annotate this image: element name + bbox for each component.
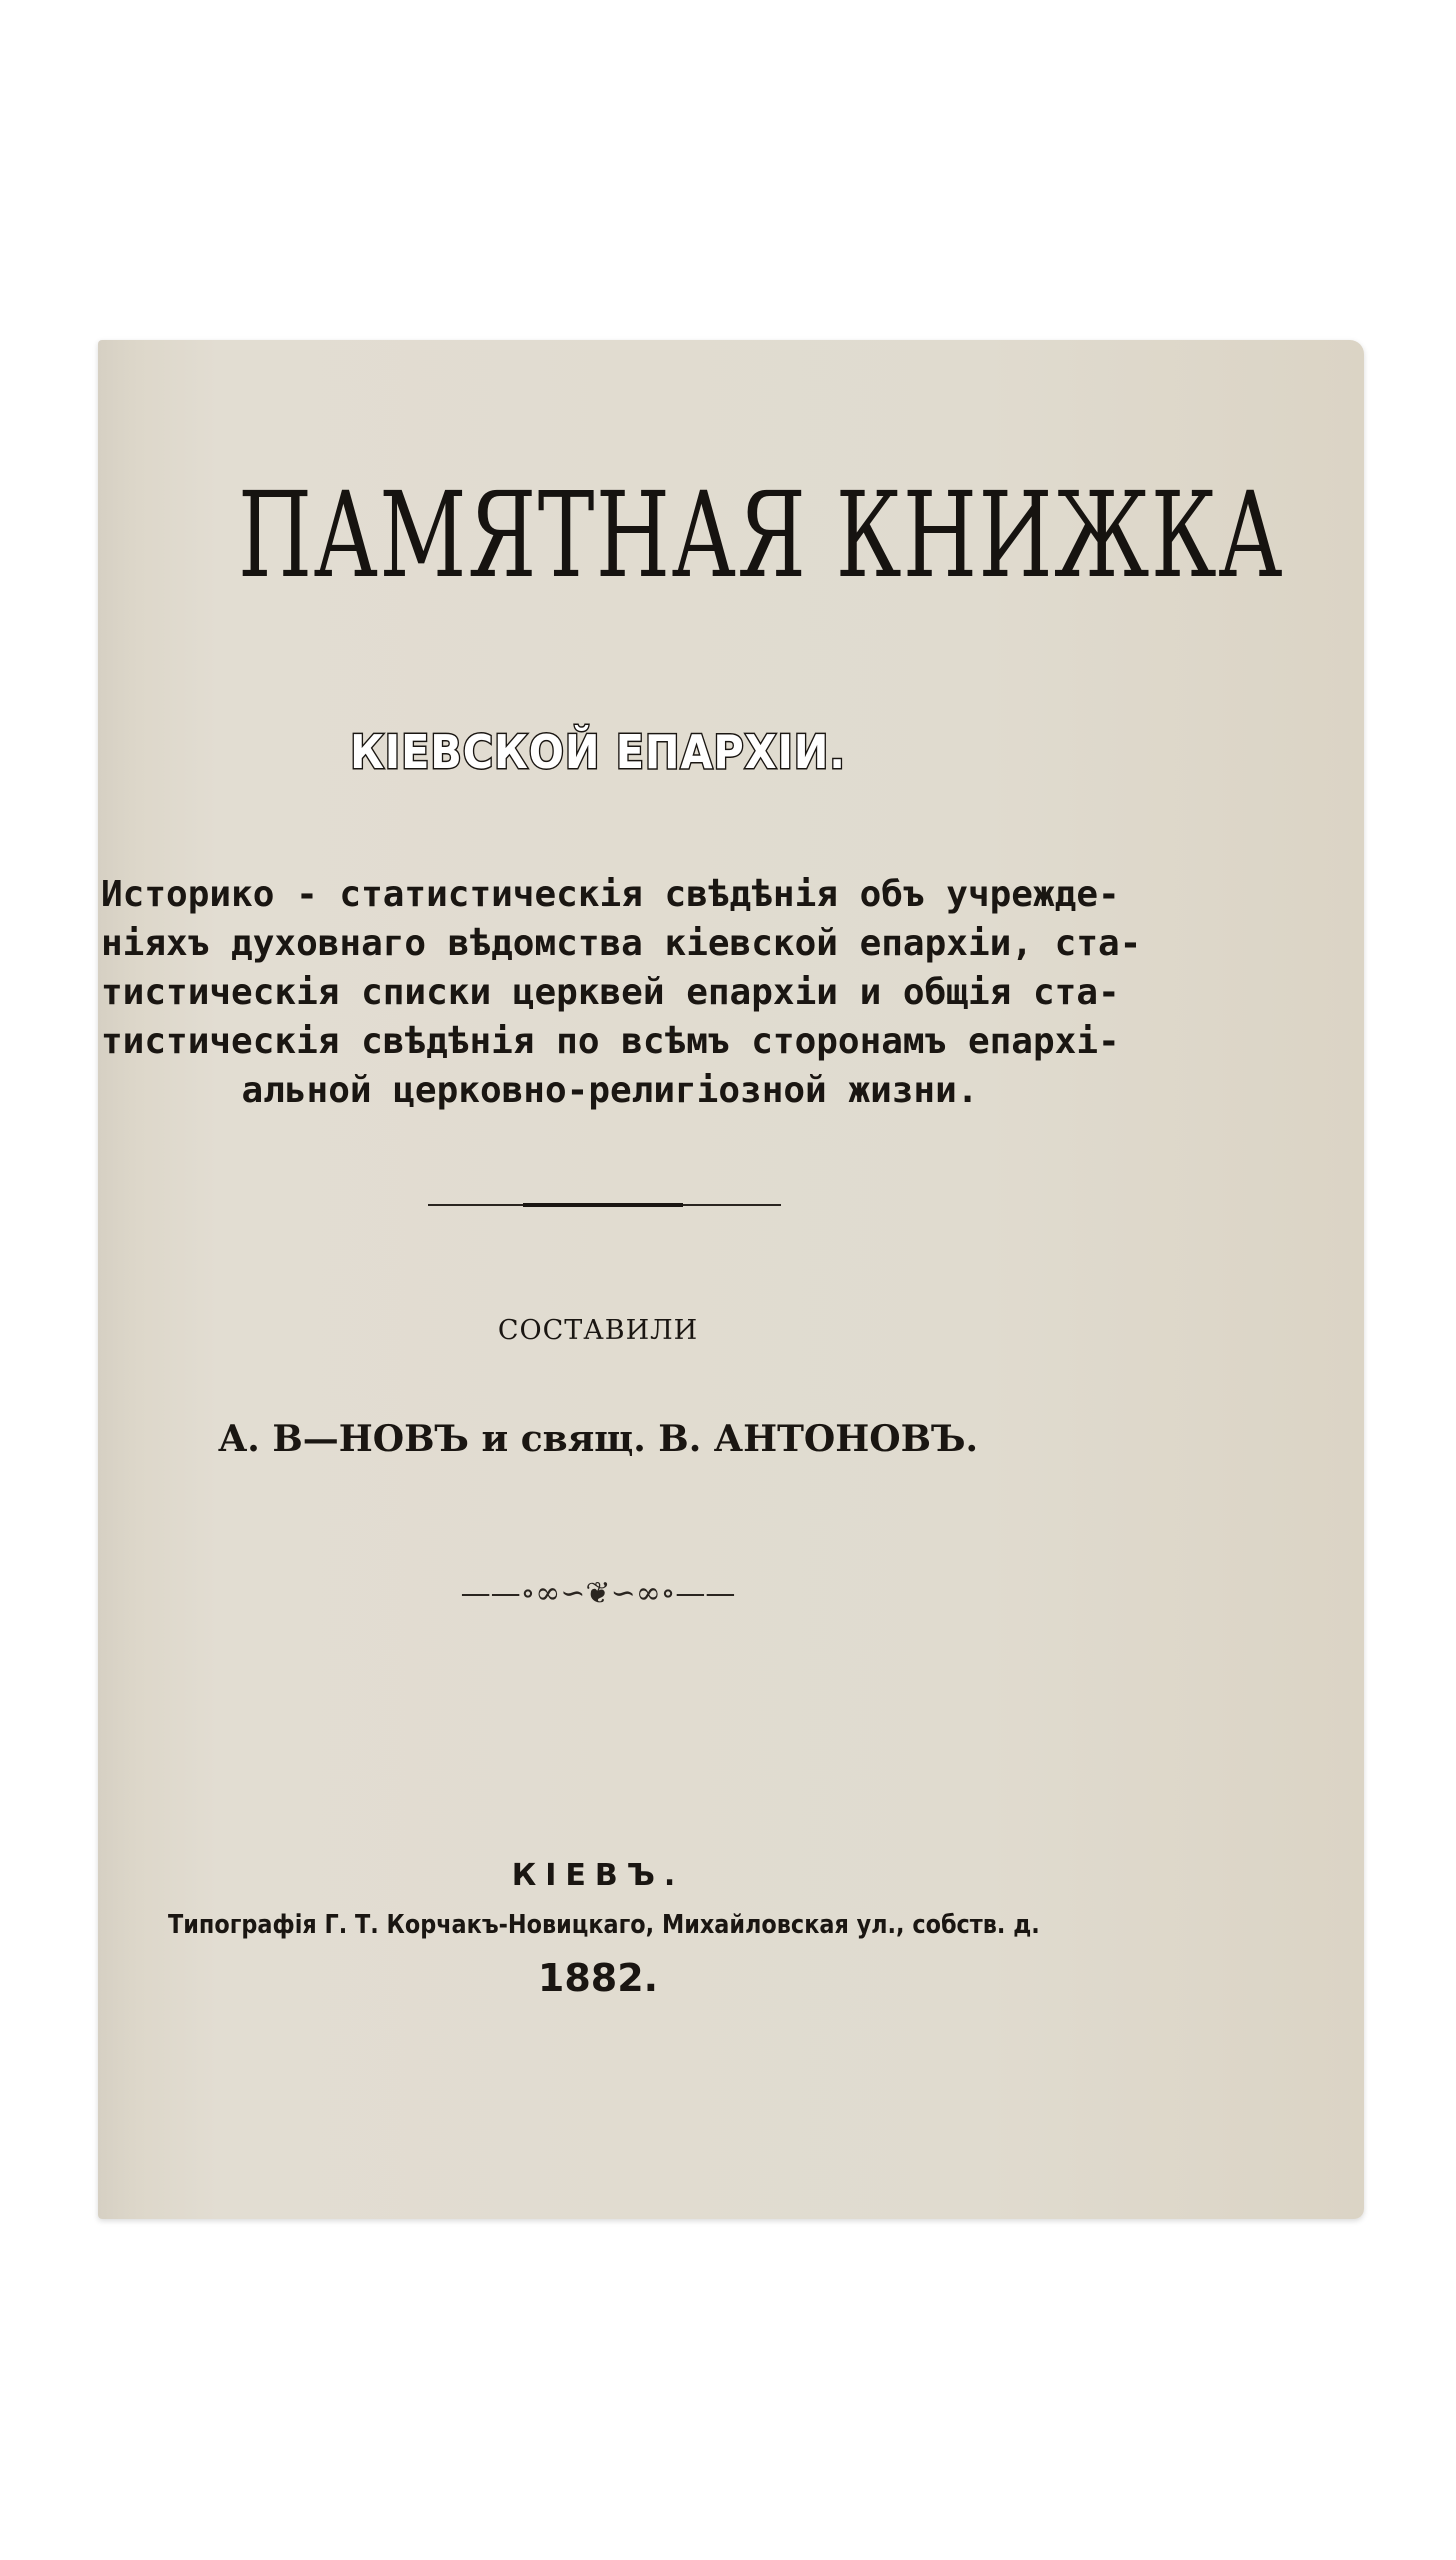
city: КІЕВЪ.	[511, 1858, 685, 1893]
description	[101, 870, 1142, 1115]
authors: А. В—НОВЪ и свящ. В. АНТОНОВЪ.	[217, 1418, 979, 1460]
book-subtitle: КІЕВСКОЙ ЕПАРХІИ.	[350, 725, 846, 779]
divider-rule	[428, 1204, 781, 1206]
description-line: Историко - статистическія свѣдѣнія объ учрежде-	[101, 874, 1120, 915]
description-line: ніяхъ духовнаго вѣдомства кіевской епархіи, ста-	[101, 923, 1142, 964]
description-line: альной церковно-религіозной жизни.	[241, 1070, 979, 1111]
compiled-label: СОСТАВИЛИ	[497, 1315, 699, 1346]
title-page	[98, 340, 1364, 2219]
ornament-divider: ——∘∞∽❦∽∞∘——	[460, 1576, 736, 1611]
printer-line: Типографія Г. Т. Корчакъ-Новицкаго, Михайловская ул., собств. д.	[168, 1910, 1040, 1940]
book-title: ПАМЯТНАЯ КНИЖКА	[238, 466, 1284, 604]
description-line: тистическія свѣдѣнія по всѣмъ сторонамъ епархі-	[101, 1021, 1120, 1062]
year: 1882.	[537, 1956, 659, 2000]
description-line: тистическія списки церквей епархіи и общія ста-	[101, 972, 1120, 1013]
